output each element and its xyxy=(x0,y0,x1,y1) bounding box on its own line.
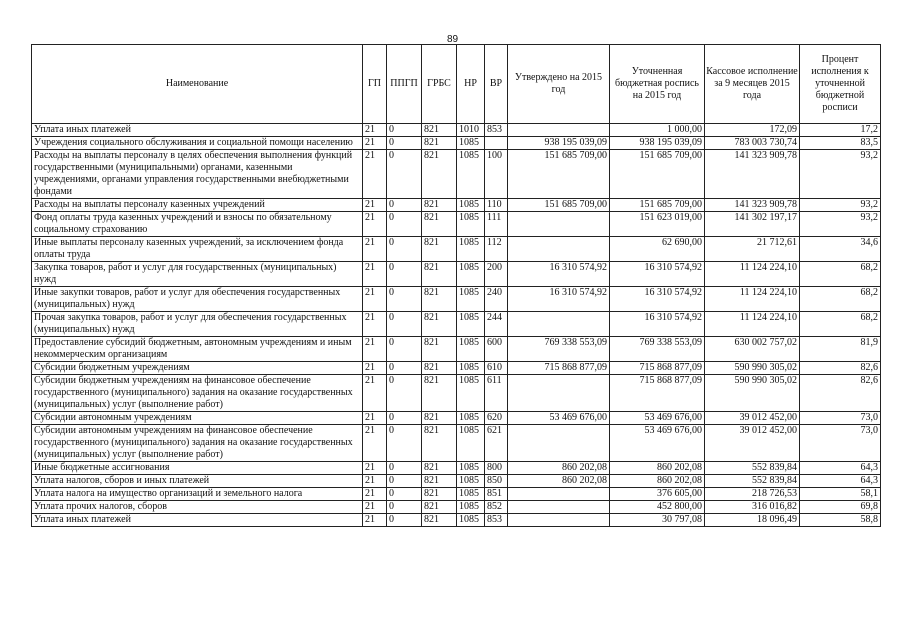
cell-percent: 93,2 xyxy=(800,212,881,237)
cell-vr: 100 xyxy=(485,150,508,199)
table-row xyxy=(32,199,881,212)
cell-gp: 21 xyxy=(363,425,387,462)
cell-gp: 21 xyxy=(363,362,387,375)
cell-name: Учреждения социального обслуживания и социальной помощи населению xyxy=(32,137,363,150)
cell-approved xyxy=(508,212,610,237)
table-row xyxy=(32,337,881,362)
cell-grbs: 821 xyxy=(422,375,457,412)
cell-executed: 141 323 909,78 xyxy=(705,199,800,212)
cell-refined: 715 868 877,09 xyxy=(610,362,705,375)
cell-gp: 21 xyxy=(363,375,387,412)
table-row xyxy=(32,412,881,425)
cell-ppgp: 0 xyxy=(387,501,422,514)
cell-refined: 53 469 676,00 xyxy=(610,425,705,462)
cell-executed: 39 012 452,00 xyxy=(705,425,800,462)
cell-refined: 151 685 709,00 xyxy=(610,150,705,199)
cell-grbs: 821 xyxy=(422,462,457,475)
cell-executed: 11 124 224,10 xyxy=(705,312,800,337)
cell-approved: 938 195 039,09 xyxy=(508,137,610,150)
cell-ppgp: 0 xyxy=(387,337,422,362)
cell-executed: 18 096,49 xyxy=(705,514,800,527)
cell-refined: 1 000,00 xyxy=(610,124,705,137)
cell-gp: 21 xyxy=(363,501,387,514)
cell-executed: 39 012 452,00 xyxy=(705,412,800,425)
cell-grbs: 821 xyxy=(422,425,457,462)
cell-refined: 938 195 039,09 xyxy=(610,137,705,150)
cell-executed: 11 124 224,10 xyxy=(705,287,800,312)
cell-name: Прочая закупка товаров, работ и услуг для обеспечения государственных (муниципальных) нужд xyxy=(32,312,363,337)
cell-grbs: 821 xyxy=(422,237,457,262)
table-row xyxy=(32,124,881,137)
cell-vr: 853 xyxy=(485,124,508,137)
cell-percent: 81,9 xyxy=(800,337,881,362)
cell-vr: 110 xyxy=(485,199,508,212)
table-row xyxy=(32,237,881,262)
cell-vr: 111 xyxy=(485,212,508,237)
cell-vr: 610 xyxy=(485,362,508,375)
cell-gp: 21 xyxy=(363,150,387,199)
cell-np: 1085 xyxy=(457,514,485,527)
cell-gp: 21 xyxy=(363,514,387,527)
cell-name: Иные выплаты персоналу казенных учреждений, за исключением фонда оплаты труда xyxy=(32,237,363,262)
header-np: НР xyxy=(457,45,485,124)
cell-vr: 621 xyxy=(485,425,508,462)
cell-gp: 21 xyxy=(363,312,387,337)
cell-refined: 860 202,08 xyxy=(610,475,705,488)
cell-grbs: 821 xyxy=(422,362,457,375)
table-row xyxy=(32,475,881,488)
header-grbs: ГРБС xyxy=(422,45,457,124)
table-row xyxy=(32,137,881,150)
header-percent: Процент исполнения к уточненной бюджетной росписи xyxy=(800,45,881,124)
cell-grbs: 821 xyxy=(422,312,457,337)
cell-approved xyxy=(508,237,610,262)
cell-vr: 200 xyxy=(485,262,508,287)
cell-percent: 68,2 xyxy=(800,287,881,312)
cell-approved: 53 469 676,00 xyxy=(508,412,610,425)
cell-approved xyxy=(508,312,610,337)
cell-grbs: 821 xyxy=(422,287,457,312)
cell-ppgp: 0 xyxy=(387,262,422,287)
cell-executed: 783 003 730,74 xyxy=(705,137,800,150)
cell-vr: 112 xyxy=(485,237,508,262)
table-row xyxy=(32,212,881,237)
cell-approved xyxy=(508,501,610,514)
cell-refined: 16 310 574,92 xyxy=(610,312,705,337)
cell-vr: 600 xyxy=(485,337,508,362)
cell-vr: 620 xyxy=(485,412,508,425)
cell-percent: 82,6 xyxy=(800,375,881,412)
cell-vr: 851 xyxy=(485,488,508,501)
header-refined: Уточненная бюджетная роспись на 2015 год xyxy=(610,45,705,124)
cell-ppgp: 0 xyxy=(387,514,422,527)
cell-gp: 21 xyxy=(363,412,387,425)
table-row xyxy=(32,262,881,287)
cell-np: 1085 xyxy=(457,212,485,237)
cell-np: 1085 xyxy=(457,237,485,262)
cell-name: Субсидии бюджетным учреждениям на финансовое обеспечение государственного (муниципального) задания на оказание государственных (муниципальных) услуг (выполнение работ) xyxy=(32,375,363,412)
cell-name: Расходы на выплаты персоналу казенных учреждений xyxy=(32,199,363,212)
cell-vr: 240 xyxy=(485,287,508,312)
cell-refined: 715 868 877,09 xyxy=(610,375,705,412)
cell-executed: 141 323 909,78 xyxy=(705,150,800,199)
cell-approved xyxy=(508,124,610,137)
cell-np: 1085 xyxy=(457,150,485,199)
cell-vr: 853 xyxy=(485,514,508,527)
cell-gp: 21 xyxy=(363,287,387,312)
cell-executed: 552 839,84 xyxy=(705,475,800,488)
cell-percent: 58,1 xyxy=(800,488,881,501)
cell-approved xyxy=(508,514,610,527)
cell-approved xyxy=(508,375,610,412)
cell-refined: 452 800,00 xyxy=(610,501,705,514)
cell-refined: 62 690,00 xyxy=(610,237,705,262)
cell-gp: 21 xyxy=(363,137,387,150)
cell-name: Уплата иных платежей xyxy=(32,514,363,527)
cell-approved xyxy=(508,488,610,501)
cell-gp: 21 xyxy=(363,237,387,262)
cell-vr: 800 xyxy=(485,462,508,475)
cell-refined: 16 310 574,92 xyxy=(610,287,705,312)
cell-name: Предоставление субсидий бюджетным, автономным учреждениям и иным некоммерческим организациям xyxy=(32,337,363,362)
header-approved: Утверждено на 2015 год xyxy=(508,45,610,124)
table-row xyxy=(32,425,881,462)
table-row xyxy=(32,462,881,475)
cell-gp: 21 xyxy=(363,462,387,475)
cell-name: Иные бюджетные ассигнования xyxy=(32,462,363,475)
cell-ppgp: 0 xyxy=(387,312,422,337)
cell-name: Закупка товаров, работ и услуг для государственных (муниципальных) нужд xyxy=(32,262,363,287)
cell-refined: 860 202,08 xyxy=(610,462,705,475)
cell-grbs: 821 xyxy=(422,150,457,199)
cell-percent: 64,3 xyxy=(800,475,881,488)
cell-ppgp: 0 xyxy=(387,150,422,199)
cell-grbs: 821 xyxy=(422,475,457,488)
cell-percent: 68,2 xyxy=(800,312,881,337)
cell-gp: 21 xyxy=(363,262,387,287)
cell-ppgp: 0 xyxy=(387,425,422,462)
cell-vr: 852 xyxy=(485,501,508,514)
cell-refined: 151 623 019,00 xyxy=(610,212,705,237)
cell-percent: 83,5 xyxy=(800,137,881,150)
page-number: 89 xyxy=(446,34,459,45)
cell-grbs: 821 xyxy=(422,412,457,425)
cell-ppgp: 0 xyxy=(387,137,422,150)
header-vr: ВР xyxy=(485,45,508,124)
cell-approved: 16 310 574,92 xyxy=(508,262,610,287)
cell-refined: 30 797,08 xyxy=(610,514,705,527)
cell-name: Уплата налога на имущество организаций и земельного налога xyxy=(32,488,363,501)
cell-percent: 17,2 xyxy=(800,124,881,137)
cell-name: Уплата налогов, сборов и иных платежей xyxy=(32,475,363,488)
cell-percent: 64,3 xyxy=(800,462,881,475)
table-row xyxy=(32,287,881,312)
cell-refined: 769 338 553,09 xyxy=(610,337,705,362)
cell-percent: 82,6 xyxy=(800,362,881,375)
cell-gp: 21 xyxy=(363,212,387,237)
cell-executed: 630 002 757,02 xyxy=(705,337,800,362)
cell-refined: 151 685 709,00 xyxy=(610,199,705,212)
cell-executed: 552 839,84 xyxy=(705,462,800,475)
cell-gp: 21 xyxy=(363,475,387,488)
cell-executed: 172,09 xyxy=(705,124,800,137)
cell-percent: 93,2 xyxy=(800,199,881,212)
cell-grbs: 821 xyxy=(422,337,457,362)
cell-ppgp: 0 xyxy=(387,475,422,488)
table-row xyxy=(32,362,881,375)
cell-name: Иные закупки товаров, работ и услуг для обеспечения государственных (муниципальных) нужд xyxy=(32,287,363,312)
cell-ppgp: 0 xyxy=(387,212,422,237)
cell-percent: 68,2 xyxy=(800,262,881,287)
cell-percent: 69,8 xyxy=(800,501,881,514)
cell-ppgp: 0 xyxy=(387,287,422,312)
cell-grbs: 821 xyxy=(422,199,457,212)
cell-refined: 16 310 574,92 xyxy=(610,262,705,287)
cell-ppgp: 0 xyxy=(387,199,422,212)
cell-executed: 21 712,61 xyxy=(705,237,800,262)
cell-refined: 376 605,00 xyxy=(610,488,705,501)
budget-execution-table xyxy=(31,44,881,527)
cell-name: Уплата прочих налогов, сборов xyxy=(32,501,363,514)
cell-gp: 21 xyxy=(363,124,387,137)
header-executed: Кассовое исполнение за 9 месяцев 2015 года xyxy=(705,45,800,124)
header-ppgp: ППГП xyxy=(387,45,422,124)
cell-gp: 21 xyxy=(363,199,387,212)
cell-ppgp: 0 xyxy=(387,488,422,501)
cell-percent: 58,8 xyxy=(800,514,881,527)
cell-np: 1085 xyxy=(457,501,485,514)
cell-vr: 244 xyxy=(485,312,508,337)
cell-percent: 73,0 xyxy=(800,412,881,425)
cell-percent: 34,6 xyxy=(800,237,881,262)
cell-executed: 11 124 224,10 xyxy=(705,262,800,287)
cell-grbs: 821 xyxy=(422,124,457,137)
cell-np: 1085 xyxy=(457,425,485,462)
cell-np: 1085 xyxy=(457,475,485,488)
table-row xyxy=(32,488,881,501)
cell-np: 1085 xyxy=(457,362,485,375)
cell-name: Субсидии автономным учреждениям xyxy=(32,412,363,425)
cell-grbs: 821 xyxy=(422,212,457,237)
cell-np: 1085 xyxy=(457,287,485,312)
cell-executed: 590 990 305,02 xyxy=(705,375,800,412)
cell-grbs: 821 xyxy=(422,501,457,514)
cell-ppgp: 0 xyxy=(387,237,422,262)
cell-gp: 21 xyxy=(363,337,387,362)
cell-np: 1085 xyxy=(457,137,485,150)
cell-ppgp: 0 xyxy=(387,124,422,137)
cell-np: 1085 xyxy=(457,337,485,362)
cell-name: Субсидии автономным учреждениям на финансовое обеспечение государственного (муниципального) задания на оказание государственных (муниципальных) услуг (выполнение работ) xyxy=(32,425,363,462)
cell-np: 1085 xyxy=(457,312,485,337)
table-row xyxy=(32,312,881,337)
cell-ppgp: 0 xyxy=(387,412,422,425)
cell-np: 1085 xyxy=(457,375,485,412)
cell-vr: 611 xyxy=(485,375,508,412)
cell-gp: 21 xyxy=(363,488,387,501)
cell-grbs: 821 xyxy=(422,488,457,501)
cell-ppgp: 0 xyxy=(387,362,422,375)
cell-name: Расходы на выплаты персоналу в целях обеспечения выполнения функций государственными (муниципальными) органами, казенными учреждениями, органами управления государственными внебюджетными фондами xyxy=(32,150,363,199)
cell-name: Субсидии бюджетным учреждениям xyxy=(32,362,363,375)
table-body xyxy=(32,124,881,527)
cell-vr: 850 xyxy=(485,475,508,488)
cell-grbs: 821 xyxy=(422,262,457,287)
cell-refined: 53 469 676,00 xyxy=(610,412,705,425)
cell-approved: 715 868 877,09 xyxy=(508,362,610,375)
cell-executed: 141 302 197,17 xyxy=(705,212,800,237)
cell-name: Фонд оплаты труда казенных учреждений и взносы по обязательному социальному страхованию xyxy=(32,212,363,237)
cell-grbs: 821 xyxy=(422,514,457,527)
cell-name: Уплата иных платежей xyxy=(32,124,363,137)
cell-np: 1010 xyxy=(457,124,485,137)
header-name: Наименование xyxy=(32,45,363,124)
cell-executed: 218 726,53 xyxy=(705,488,800,501)
cell-np: 1085 xyxy=(457,199,485,212)
cell-np: 1085 xyxy=(457,262,485,287)
cell-np: 1085 xyxy=(457,412,485,425)
cell-approved: 860 202,08 xyxy=(508,462,610,475)
cell-vr xyxy=(485,137,508,150)
cell-np: 1085 xyxy=(457,462,485,475)
cell-approved: 769 338 553,09 xyxy=(508,337,610,362)
table-row xyxy=(32,501,881,514)
cell-approved: 16 310 574,92 xyxy=(508,287,610,312)
cell-executed: 316 016,82 xyxy=(705,501,800,514)
header-gp: ГП xyxy=(363,45,387,124)
cell-grbs: 821 xyxy=(422,137,457,150)
cell-percent: 93,2 xyxy=(800,150,881,199)
cell-ppgp: 0 xyxy=(387,462,422,475)
cell-ppgp: 0 xyxy=(387,375,422,412)
cell-np: 1085 xyxy=(457,488,485,501)
table-header-row xyxy=(32,45,881,124)
table-row xyxy=(32,514,881,527)
cell-executed: 590 990 305,02 xyxy=(705,362,800,375)
cell-approved: 860 202,08 xyxy=(508,475,610,488)
table-row xyxy=(32,150,881,199)
cell-approved xyxy=(508,425,610,462)
cell-approved: 151 685 709,00 xyxy=(508,150,610,199)
cell-approved: 151 685 709,00 xyxy=(508,199,610,212)
table-row xyxy=(32,375,881,412)
cell-percent: 73,0 xyxy=(800,425,881,462)
